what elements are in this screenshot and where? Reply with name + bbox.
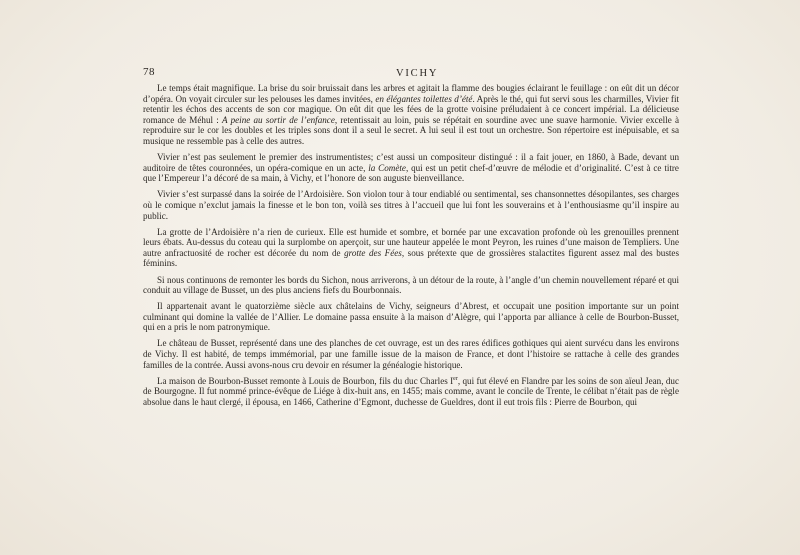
text-run: , qui fut élevé en Flandre par les soins de son aïeul Jean, duc de Bourgogne. Il fut nommé prince-évêque de Liége à dix-huit ans, en 1455; mais comme, avant le concile de Trente, le célibat n’était pas de règle absolue dans le haut clergé, il épousa, en 1466, Catherine d’Egmont, duchesse de Gueldres, dont il eut trois fils : Pierre de Bourbon, qui: [143, 375, 679, 407]
paragraph-1: [143, 83, 679, 147]
superscript-run: er: [453, 375, 458, 382]
text-run: La grotte de l’Ardoisière n’a rien de curieux. Elle est humide et sombre, et bornée par une excavation profonde où les grenouilles prennent leurs ébats. Au-dessus du coteau qui la surplombe on aperçoit, sur une hauteur appelée le mont Peyron, les ruines d’une maison de Templiers. Une autre anfractuosité de rocher est décorée du nom de: [143, 226, 679, 258]
text-run: , sous prétexte que de grossières stalactites figurent assez mal des bustes féminins.: [143, 247, 679, 269]
text-run: . Après le thé, qui fut servi sous les charmilles, Vivier fit retentir les échos des accents de son cor magique. On eût dit que les fées de la grotte voisine préludaient à ce concert impérial. La délicieuse romance de Méhul :: [143, 93, 679, 125]
paragraph-3: [143, 189, 679, 221]
paragraph-7: [143, 338, 679, 370]
text-run: Le château de Busset, représenté dans une des planches de cet ouvrage, est un des rares édifices gothiques qui aient survécu dans les environs de Vichy. Il est habité, de temps immémorial, par une famille issue de la maison de France, et dont l’histoire se rattache à celle des grandes familles de la contrée. Aussi avons-nous cru devoir en résumer la généalogie historique.: [143, 338, 679, 370]
page-number: 78: [143, 66, 155, 78]
text-run: Il appartenait avant le quatorzième siècle aux châtelains de Vichy, seigneurs d’Abrest, et occupait une position importante sur un point culminant qui domine la vallée de l’Allier. Le domaine passa ensuite à la maison d’Alègre, qui l’apporta par alliance à celle de Bourbon-Busset, qui en a pris le nom patronymique.: [143, 301, 679, 333]
text-run: Si nous continuons de remonter les bords du Sichon, nous arriverons, à un détour de la route, à l’angle d’un chemin nouvellement réparé et qui conduit au village de Busset, un des plus anciens fiefs du Bourbonnais.: [143, 274, 679, 296]
text-run: , qui est un petit chef-d’œuvre de mélodie et d’originalité. C’est à ce titre que l’Empereur l’a décoré de sa main, à Vichy, et l’honore de son auguste bienveillance.: [143, 162, 679, 184]
text-run: , retentissait au loin, puis se répétait en sourdine avec une suave harmonie. Vivier excelle à reproduire sur le cor les doubles et les triples sons dont il a seul le secret. A lui seul il est tout un orchestre. Son répertoire est inépuisable, et sa musique ne ressemble pas à celle des autres.: [143, 114, 679, 146]
italic-run: grotte des Fées: [344, 247, 402, 258]
paragraph-4: [143, 227, 679, 269]
running-title: VICHY: [396, 68, 439, 79]
text-run: Vivier n’est pas seulement le premier des instrumentistes; c’est aussi un compositeur distingué : il a fait jouer, en 1860, à Bade, devant un auditoire de têtes couronnées, un opéra-comique en un acte,: [143, 152, 679, 173]
paragraph-6: [143, 301, 679, 333]
text-run: Le temps était magnifique. La brise du soir bruissait dans les arbres et agitait la flamme des bougies éclairant le feuillage : on eût dit un décor d’opéra. On voyait circuler sur les pelouses les dames invitées,: [143, 83, 679, 104]
italic-run: A peine au sortir de l’enfance: [222, 114, 335, 125]
body-text: [143, 83, 679, 413]
paragraph-5: [143, 275, 679, 296]
paragraph-2: [143, 152, 679, 184]
text-run: La maison de Bourbon-Busset remonte à Louis de Bourbon, fils du duc Charles I: [157, 375, 454, 386]
italic-run: en élégantes toilettes d’été: [375, 93, 473, 104]
page-header: [0, 66, 800, 80]
italic-run: la Comète: [368, 162, 406, 173]
paragraph-8: [143, 376, 679, 408]
text-run: Vivier s’est surpassé dans la soirée de l’Ardoisière. Son violon tour à tour endiablé ou sentimental, ses chansonnettes désopilantes, ses charges où le comique n’exclut jamais la finesse et le bon ton, voilà ses titres à l’accueil que lui font les souverains et à l’enthousiasme qu’il inspire au public.: [143, 189, 679, 221]
